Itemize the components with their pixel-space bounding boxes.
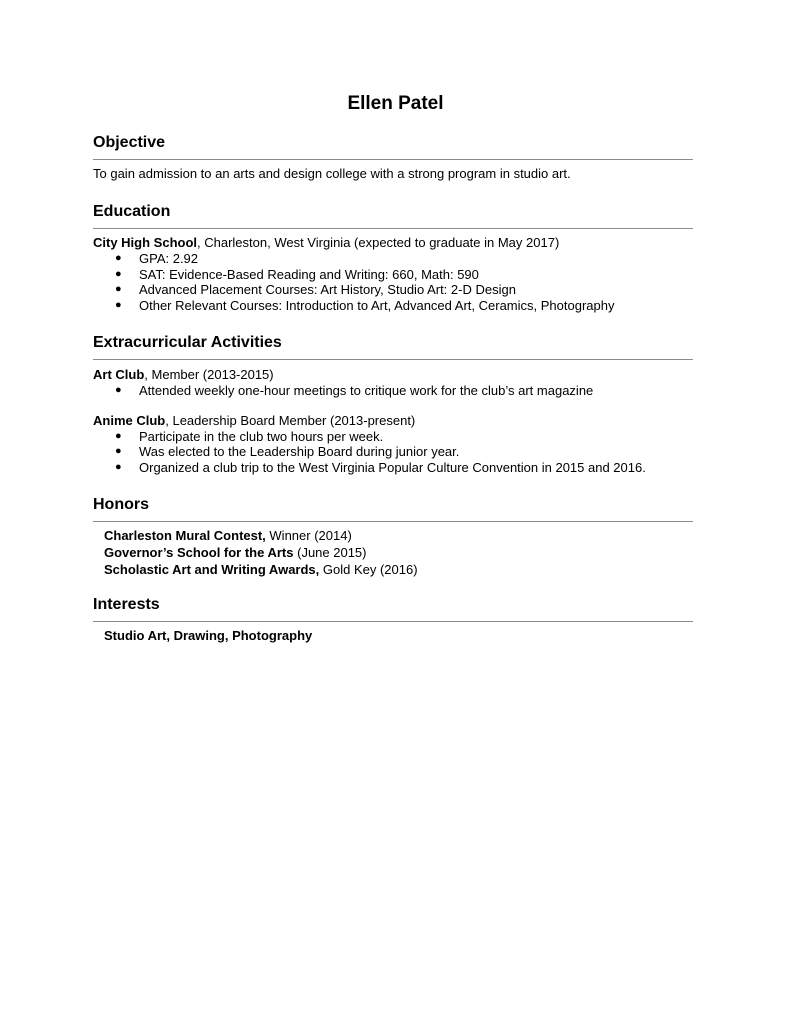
honor-title: Charleston Mural Contest, <box>104 528 266 543</box>
interests-heading: Interests <box>93 596 160 613</box>
activity-title: Anime Club <box>93 412 166 428</box>
bullet-icon: ● <box>115 252 122 264</box>
list-item-text: Participate in the club two hours per week. <box>139 428 384 444</box>
objective-text: To gain admission to an arts and design college with a strong program in studio art. <box>93 166 571 181</box>
honor-item <box>104 527 693 544</box>
list-item-text: Was elected to the Leadership Board during junior year. <box>139 444 460 459</box>
bullet-icon: ● <box>115 267 122 280</box>
list-item <box>93 429 693 445</box>
honor-title: Scholastic Art and Writing Awards, <box>104 562 320 577</box>
section-divider <box>93 621 693 622</box>
activity-details: , Leadership Board Member (2013-present) <box>165 412 416 428</box>
objective-heading: Objective <box>93 134 166 151</box>
section-divider <box>93 521 693 522</box>
extracurricular-heading: Extracurricular Activities <box>93 334 282 351</box>
bullet-icon: ● <box>115 460 122 473</box>
honors-section <box>93 495 693 578</box>
extracurricular-section <box>93 333 693 475</box>
section-divider <box>93 228 693 229</box>
bullet-icon: ● <box>115 445 122 457</box>
list-item <box>93 444 693 460</box>
education-bullets <box>93 251 693 313</box>
activity-bullets <box>93 429 693 476</box>
activity-details: , Member (2013-2015) <box>144 367 274 382</box>
honor-item <box>104 561 693 578</box>
list-item <box>93 267 693 283</box>
list-item-text: SAT: Evidence-Based Reading and Writing: 660, Math: 590 <box>139 266 479 282</box>
activity-bullets <box>93 383 693 399</box>
honors-heading: Honors <box>93 496 149 513</box>
section-divider <box>93 159 693 160</box>
school-details: , Charleston, West Virginia (expected to graduate in May 2017) <box>197 235 560 250</box>
list-item <box>93 460 693 476</box>
honor-details: Gold Key (2016) <box>319 562 418 577</box>
bullet-icon: ● <box>115 384 122 396</box>
activity-entry <box>93 366 693 383</box>
education-heading: Education <box>93 203 171 220</box>
honor-details: (June 2015) <box>293 545 367 560</box>
honor-details: Winner (2014) <box>265 528 352 543</box>
education-section <box>93 202 693 313</box>
list-item-text: Advanced Placement Courses: Art History, Studio Art: 2-D Design <box>139 282 516 297</box>
objective-section <box>93 133 693 182</box>
section-divider <box>93 359 693 360</box>
honors-list <box>93 527 693 578</box>
activity-title: Art Club <box>93 367 145 382</box>
list-item-text: GPA: 2.92 <box>139 251 199 266</box>
bullet-icon: ● <box>115 283 122 295</box>
interests-section <box>93 595 693 644</box>
list-item <box>93 282 693 298</box>
bullet-icon: ● <box>115 429 122 442</box>
honor-item <box>104 544 693 561</box>
school-name: City High School <box>93 235 197 250</box>
list-item-text: Other Relevant Courses: Introduction to Art, Advanced Art, Ceramics, Photography <box>139 297 615 313</box>
resume-name: Ellen Patel <box>347 93 444 114</box>
bullet-icon: ● <box>115 298 122 311</box>
education-entry <box>93 234 693 251</box>
honor-title: Governor’s School for the Arts <box>104 545 294 560</box>
list-item-text: Organized a club trip to the West Virginia Popular Culture Convention in 2015 and 2016. <box>139 459 646 475</box>
list-item <box>93 383 693 399</box>
list-item <box>93 251 693 267</box>
interests-text <box>93 627 693 644</box>
list-item <box>93 298 693 314</box>
list-item-text: Attended weekly one-hour meetings to critique work for the club’s art magazine <box>139 383 594 398</box>
interests-list: Studio Art, Drawing, Photography <box>104 628 313 643</box>
activity-entry <box>93 412 693 429</box>
